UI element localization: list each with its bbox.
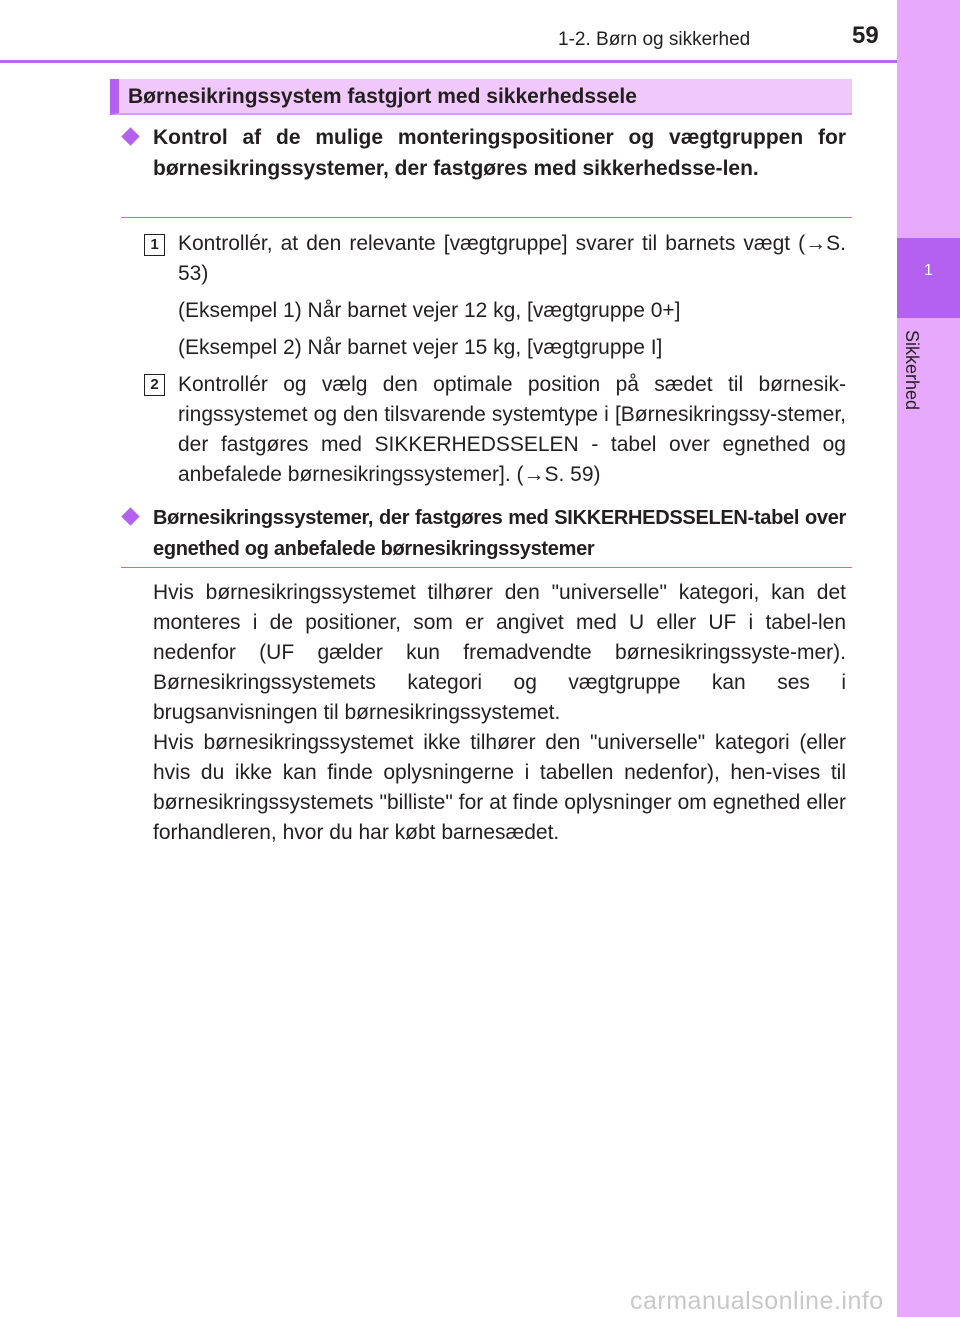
chapter-number: 1 xyxy=(924,262,933,279)
watermark: carmanualsonline.info xyxy=(630,1287,884,1315)
subsection-heading-2: Børnesikringssystemer, der fastgøres med SIKKERHEDSSELEN-tabel over egnethed og anbefalede børnesikringssystemer xyxy=(153,507,846,560)
step-1-example-2: (Eksempel 2) Når barnet vejer 15 kg, [vægtgruppe I] xyxy=(178,336,663,359)
section-reference: 1-2. Børn og sikkerhed xyxy=(558,29,751,50)
chapter-tab[interactable] xyxy=(897,238,960,318)
section-title-bar xyxy=(110,79,852,115)
step-number-2: 2 xyxy=(144,374,165,396)
subsection-rule-2 xyxy=(121,567,852,568)
section-title: Børnesikringssystem fastgjort med sikkerhedssele xyxy=(128,85,637,108)
diamond-bullet-icon xyxy=(121,127,139,145)
step-1-example-1: (Eksempel 1) Når barnet vejer 12 kg, [vægtgruppe 0+] xyxy=(178,299,681,322)
diamond-bullet-icon xyxy=(121,507,139,525)
chapter-label xyxy=(898,330,932,450)
header-rule xyxy=(0,60,897,63)
body-paragraph-1: Hvis børnesikringssystemet tilhører den "universelle" kategori, kan det monteres i de positioner, som er angivet med U eller UF i tabel-len nedenfor (UF gælder kun fremadvendte børnesikringssyste-mer). Børnesikringssystemets kategori og vægtgruppe kan ses i brugsanvisningen til børnesikringssystemet. xyxy=(153,581,846,724)
chapter-label-text: Sikkerhed xyxy=(902,330,922,411)
step-2-text: Kontrollér og vælg den optimale position på sædet til børnesik-ringssystemet og den tilsvarende systemtype i [Børnesikringssy-stemer, der fastgøres med SIKKERHEDSSELEN - tabel over egnethed og anbefalede børnesikringssystemer]. (→S. 59) xyxy=(178,373,846,486)
page-number: 59 xyxy=(852,22,879,49)
subsection-rule-1 xyxy=(121,217,852,218)
chapter-side-strip xyxy=(897,0,960,1317)
step-1-text: Kontrollér, at den relevante [vægtgruppe] svarer til barnets vægt (→S. 53) xyxy=(178,232,846,285)
body-paragraph-2: Hvis børnesikringssystemet ikke tilhører den "universelle" kategori (eller hvis du ikke kan finde oplysningerne i tabellen nedenfor), hen-vises til børnesikringssystemets "billiste" for at finde oplysninger om egnethed eller forhandleren, hvor du har købt barnesædet. xyxy=(153,731,846,844)
subsection-heading-1: Kontrol af de mulige monteringspositioner og vægtgruppen for børnesikringssystemer, der fastgøres med sikkerhedsse-len. xyxy=(153,126,846,180)
step-number-1: 1 xyxy=(144,234,165,256)
